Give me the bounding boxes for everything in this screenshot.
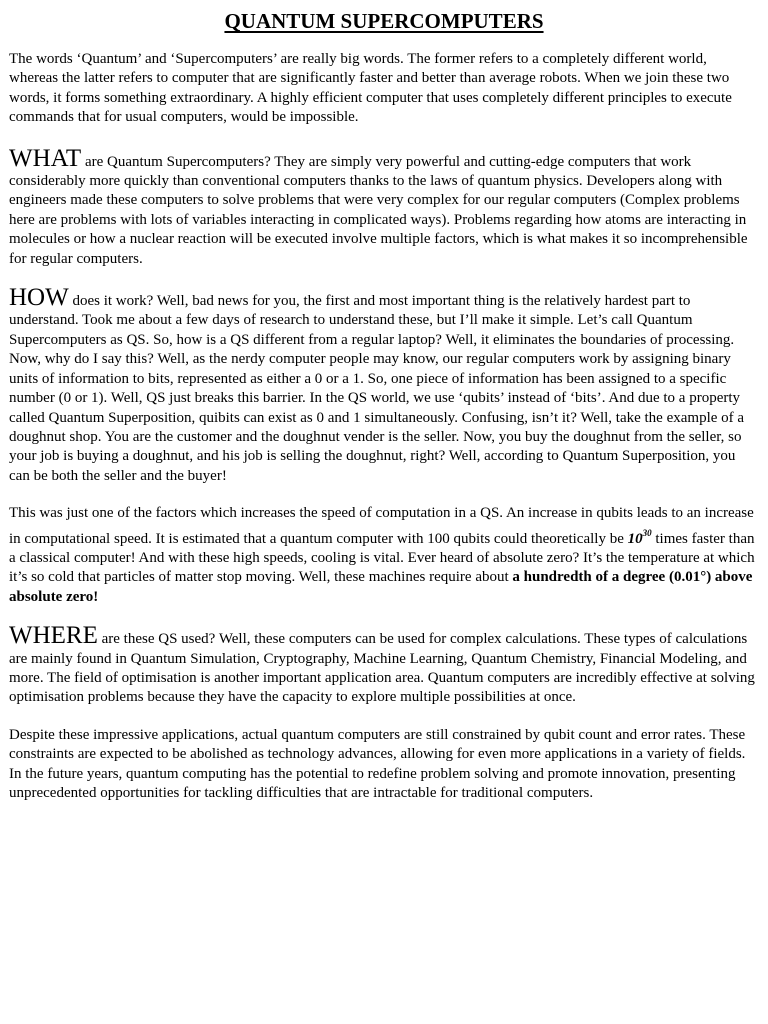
speed-text-before: This was just one of the factors which increases the speed of computation in a QS. An increase in qubits leads to an increase in computational speed. It is estimated that a quantum computer with 100 qubits could theoretically be bbox=[9, 505, 754, 547]
where-heading: WHERE bbox=[9, 622, 98, 650]
how-text: does it work? Well, bad news for you, the first and most important thing is the relatively hardest part to understand. Took me about a few days of research to understand these, but I’ll make it simple. Let’s call Quantum Supercomputers as QS. So, how is a QS different from a regular laptop? Well, it eliminates the boundaries of processing. Now, why do I say this? Well, as the nerdy computer people may know, our regular computers work by assigning binary units of information to bits, represented as either a 0 or a 1. So, one piece of information has been assigned to a specific number (0 or 1). Well, QS just breaks this barrier. In the QS world, we use ‘qubits’ instead of ‘bits’. And due to a property called Quantum Superposition, quibits can exist as 0 and 1 simultaneously. Confusing, isn’t it? Well, take the example of a doughnut shop. You are the customer and the doughnut vender is the seller. Now, you buy the doughnut from the seller, so your job is buying a doughnut, and his job is selling the doughnut, right? Well, according to Quantum Superposition, you can be both the seller and the buyer! bbox=[9, 293, 745, 484]
conclusion-paragraph: Despite these impressive applications, actual quantum computers are still constrained by qubit count and error rates. These constraints are expected to be abolished as technology advances, allowing for even more applications in a variety of fields. In the future years, quantum computing has the potential to redefine problem solving and promote innovation, presenting unprecedented opportunities for tackling difficulties that are intractable for traditional computers. bbox=[9, 726, 746, 801]
speed-factor bbox=[627, 527, 652, 547]
speed-bold-ending: a hundredth of a degree (0.01°) above absolute zero! bbox=[9, 569, 753, 605]
how-paragraph bbox=[9, 284, 759, 486]
document-page bbox=[9, 8, 759, 803]
how-heading: HOW bbox=[9, 284, 69, 312]
where-text: are these QS used? Well, these computers can be used for complex calculations. These types of calculations are mainly found in Quantum Simulation, Cryptography, Machine Learning, Quantum Chemistry, Financial Modeling, and more. The field of optimisation is another important application area. Quantum computers are incredibly effective at solving optimisation problems because they have the capacity to explore multiple possibilities at once. bbox=[9, 631, 755, 706]
where-paragraph bbox=[9, 622, 759, 708]
speed-text-after: times faster than a classical computer! And with these high speeds, cooling is vital. Ever heard of absolute zero? It’s the temperature at which it’s so cold that particles of matter stop moving. Well, these machines require about bbox=[9, 530, 755, 586]
what-text: are Quantum Supercomputers? They are simply very powerful and cutting-edge computers that work considerably more quickly than conventional computers thanks to the laws of quantum physics. Developers along with engineers made these computers to solve problems that were very complex for our regular computers (Complex problems here are problems with lots of variables interacting in complicated ways). Problems regarding how atoms are interacting in molecules or how a nuclear reaction will be executed involve multiple factors, which is what makes it so incomprehensible for regular computers. bbox=[9, 153, 748, 267]
what-heading: WHAT bbox=[9, 144, 82, 172]
intro-paragraph: The words ‘Quantum’ and ‘Supercomputers’ are really big words. The former refers to a completely different world, whereas the latter refers to computer that are significantly faster and better than average robots. When we join these two words, it forms something extraordinary. A highly efficient computer that uses completely different principles to execute commands that for usual computers, would be impossible. bbox=[9, 51, 732, 126]
page-title: QUANTUM SUPERCOMPUTERS bbox=[224, 9, 544, 33]
speed-factor-exponent: 30 bbox=[642, 527, 652, 538]
what-paragraph bbox=[9, 144, 759, 269]
speed-factor-base: 10 bbox=[627, 530, 643, 547]
speed-paragraph bbox=[9, 504, 759, 607]
